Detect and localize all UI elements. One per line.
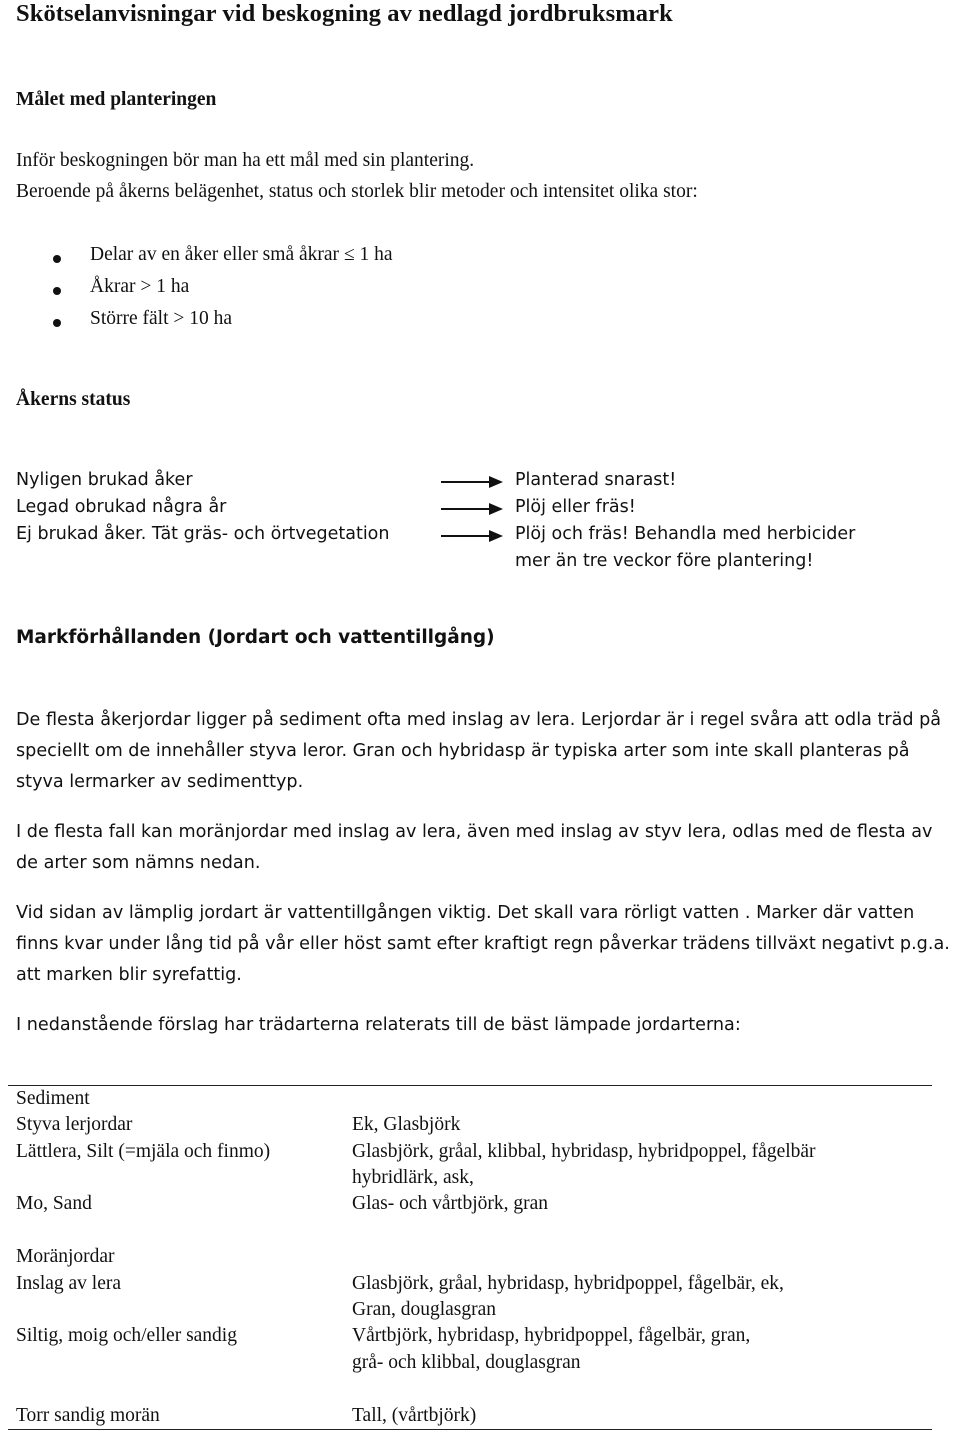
page-title: Skötselanvisningar vid beskogning av nedlagd jordbruksmark: [16, 0, 673, 27]
tree-species: Ek, Glasbjörk: [352, 1114, 461, 1135]
table-bottom-rule: [8, 1429, 932, 1430]
soil-type-label: Siltig, moig och/eller sandig: [16, 1325, 237, 1346]
soil-type-label: Styva lerjordar: [16, 1114, 133, 1135]
table-top-rule: [8, 1085, 932, 1086]
status-action-continued: mer än tre veckor före plantering!: [515, 551, 814, 571]
arrow-right-icon: [441, 476, 503, 488]
status-heading: Åkerns status: [16, 389, 131, 410]
status-condition: Ej brukad åker. Tät gräs- och örtvegetation: [16, 524, 390, 544]
arrow-right-icon: [441, 530, 503, 542]
goal-line-1: Inför beskogningen bör man ha ett mål med sin plantering.: [16, 150, 475, 171]
soil-heading: Markförhållanden (Jordart och vattentillgång): [16, 627, 495, 648]
bullet-text: Delar av en åker eller små åkrar ≤ 1 ha: [90, 244, 393, 265]
soil-type-label: Lättlera, Silt (=mjäla och finmo): [16, 1141, 271, 1162]
soil-type-label: Inslag av lera: [16, 1273, 122, 1294]
soil-paragraph-4: I nedanstående förslag har trädarterna relaterats till de bäst lämpade jordarterna:: [16, 1015, 741, 1035]
tree-species: Glasbjörk, gråal, hybridasp, hybridpoppel, fågelbär, ek,: [352, 1273, 784, 1294]
tree-species-continued: grå- och klibbal, douglasgran: [352, 1352, 581, 1373]
status-condition: Nyligen brukad åker: [16, 470, 193, 490]
goal-heading: Målet med planteringen: [16, 89, 217, 110]
bullet-text: Åkrar > 1 ha: [90, 276, 190, 297]
soil-type-label: Sediment: [16, 1088, 90, 1109]
tree-species: Glas- och vårtbjörk, gran: [352, 1193, 549, 1214]
soil-paragraph-1: De flesta åkerjordar ligger på sediment ofta med inslag av lera. Lerjordar är i regel svåra att odla träd på speciellt om de innehåller styva leror. Gran och hybridasp är typiska arter som inte skall planteras på styva lermarker av sedimenttyp.: [16, 710, 942, 792]
status-condition: Legad obrukad några år: [16, 497, 227, 517]
tree-species: Glasbjörk, gråal, klibbal, hybridasp, hybridpoppel, fågelbär: [352, 1141, 816, 1162]
tree-species-continued: hybridlärk, ask,: [352, 1167, 474, 1188]
soil-type-label: Moränjordar: [16, 1246, 115, 1267]
status-action: Plöj eller fräs!: [515, 497, 636, 517]
tree-species-continued: Gran, douglasgran: [352, 1299, 497, 1320]
status-action: Plöj och fräs! Behandla med herbicider: [515, 524, 856, 544]
status-action: Planterad snarast!: [515, 470, 677, 490]
tree-species: Tall, (vårtbjörk): [352, 1405, 477, 1426]
soil-paragraph-3: Vid sidan av lämplig jordart är vattentillgången viktig. Det skall vara rörligt vatten . Marker där vatten finns kvar under lång tid på vår eller höst samt efter kraftigt regn påverkar trädens tillväxt negativt p.g.a. att marken blir syrefattig.: [16, 903, 950, 985]
arrow-right-icon: [441, 503, 503, 515]
soil-type-label: Torr sandig morän: [16, 1405, 160, 1426]
goal-line-2: Beroende på åkerns belägenhet, status och storlek blir metoder och intensitet olika stor:: [16, 181, 698, 202]
bullet-dot-icon: [53, 319, 61, 327]
soil-type-label: Mo, Sand: [16, 1193, 92, 1214]
bullet-text: Större fält > 10 ha: [90, 308, 233, 329]
soil-paragraph-2: I de flesta fall kan moränjordar med inslag av lera, även med inslag av styv lera, odlas med de flesta av de arter som nämns nedan.: [16, 822, 933, 873]
tree-species: Vårtbjörk, hybridasp, hybridpoppel, fågelbär, gran,: [352, 1325, 751, 1346]
bullet-dot-icon: [53, 287, 61, 295]
bullet-dot-icon: [53, 255, 61, 263]
